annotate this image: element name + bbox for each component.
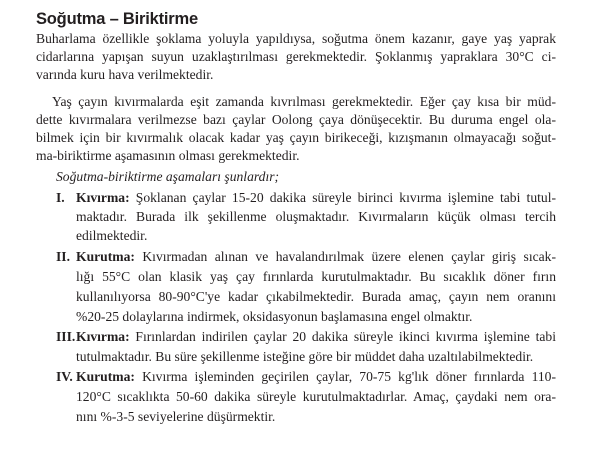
stage-label: Kurutma: [76,249,135,264]
intro-line: varında kuru hava verilmektedir. [36,67,214,82]
intro-line: cidarlarına yapışan suyun uzaklaştırılması gerekmektedir. Şoklanmış yapraklara 30°C ci- [36,49,556,64]
stage-line: kullanılıyorsa 80-90°C'ye kadar çıkabilmektedir. Burada amaç, çayın nem oranını [76,289,556,304]
stage-numeral: III. [56,329,76,344]
stage-numeral: IV. [56,369,73,384]
stage-line: nını %-3-5 seviyelerine düşürmektir. [76,409,276,424]
intro-line: Buharlama özellikle şoklama yoluyla yapıldıysa, soğutma önem kazanır, gaye yaş yaprak [36,31,556,46]
stage-label: Kıvırma: [76,190,130,205]
stage-label: Kıvırma: [76,329,130,344]
stage-line [76,368,556,386]
stages-intro: Soğutma-biriktirme aşamaları şunlardır; [56,169,280,184]
paragraph-line: ma-biriktirme aşamasının olması gerekmektedir. [36,148,300,163]
stage-numeral: II. [56,249,70,264]
stage-text: Şoklanan çaylar 15-20 dakika süreyle birinci kıvırma işlemine tabi tutul- [129,190,556,205]
stage-line [76,248,556,266]
stage-line: edilmektedir. [76,228,148,243]
stage-line [76,328,556,346]
stage-text: Kıvırma işleminden geçirilen çaylar, 70-75 kg'lık döner fırınlarda 110- [134,369,556,384]
stage-line: %20-25 dolaylarına indirmek, oksidasyonun başlamasına engel olmaktır. [76,309,473,324]
paragraph-line: dette kıvırmalara verilmezse bazı çaylar Oolong çaya dönüşecektir. Bu duruma engel ola- [36,112,556,127]
paragraph-line: Yaş çayın kıvırmalarda eşit zamanda kıvrılması gerekmektedir. Eğer çay kısa bir müd- [52,94,556,109]
stage-label: Kurutma: [76,369,135,384]
paragraph-line: bilmek için bir kıvırmalık olacak kadar yaş çayın birikeceği, kızışmanın olmayacağı soğut- [36,130,556,145]
section-title: Soğutma – Biriktirme [36,10,198,28]
stage-text: Kıvırmadan alınan ve havalandırılmak üzere elenen çaylar giriş sıcak- [134,249,556,264]
stage-text: Fırınlardan indirilen çaylar 20 dakika süreyle ikinci kıvırma işlemine tabi [129,329,556,344]
stage-numeral: I. [56,190,65,205]
stage-line: maktadır. Burada ilk şekillenme oluşmaktadır. Kıvırmaların küçük olması tercih [76,209,556,224]
stage-line: 120°C sıcaklıkta 50-60 dakika süreyle kurutulmaktadırlar. Amaç, çaydaki nem ora- [76,389,556,404]
stage-line [76,189,556,207]
stage-line: tutulmaktadır. Bu süre şekillenme isteğine göre bir müddet daha uzaltılabilmektedir. [76,349,534,364]
stage-line: lığı 55°C olan klasik yaş çay fırınlarda kurutulmaktadır. Bu sıcaklık döner fırın [76,269,556,284]
